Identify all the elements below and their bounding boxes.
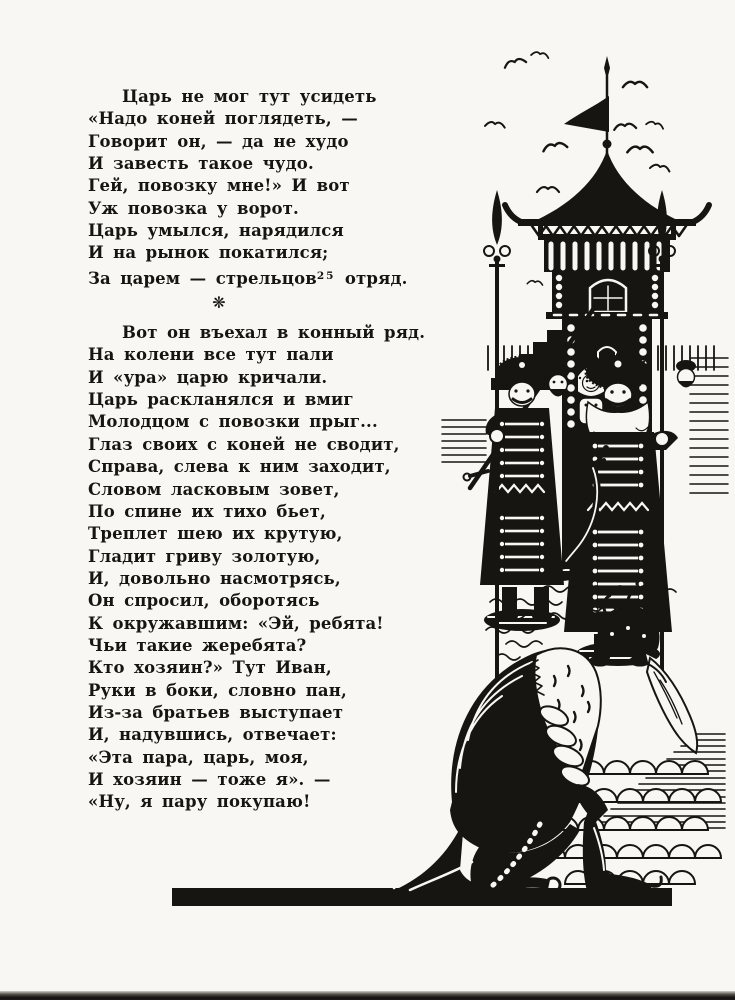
poem-line: К окружавшим: «Эй, ребята! [88, 613, 384, 633]
poem-line: «Надо коней поглядеть, — [88, 109, 358, 129]
shore-hatching [590, 734, 725, 828]
tower-flag-spire [564, 56, 612, 154]
strelets-guard-left [464, 357, 565, 621]
poem-line: И, надувшись, отвечает: [88, 725, 337, 745]
poem-line: Из-за братьев выступает [88, 702, 344, 722]
poem-line: По спине их тихо бьет, [88, 501, 326, 521]
poem-line: Он спросил, оборотясь [88, 591, 320, 611]
poem-line-part: За царем — стрельцов [88, 268, 317, 288]
poem-line: Глаз своих с коней не сводит, [88, 434, 400, 454]
stanza-divider-ornament: ❋ [212, 293, 226, 313]
poem-line: Гей, повозку мне!» И вот [88, 176, 350, 196]
poem-line: И хозяин — тоже я». — [88, 769, 331, 789]
footnote-marker: 25 [316, 269, 336, 282]
poem-line: Царь не мог тут усидеть [122, 87, 377, 106]
poem-line: На колени все тут пали [88, 345, 334, 365]
poem-line: И на рынок покатился; [88, 243, 329, 263]
poem-line: Молодцом с повозки прыг... [88, 412, 378, 432]
poem-line: И «ура» царю кричали. [88, 367, 328, 387]
poem-line: Царь раскланялся и вмиг [88, 390, 354, 410]
poem-line: Чьи такие жеребята? [88, 635, 307, 655]
poem-line: Вот он въехал в конный ряд. [122, 323, 426, 343]
woodcut-illustration [150, 40, 735, 920]
tower-roof [505, 150, 709, 236]
poem-line: Уж повозка у ворот. [88, 198, 299, 218]
page-bottom-edge [0, 991, 735, 1000]
poem-line: И завесть такое чудо. [88, 154, 314, 174]
poem-line: «Ну, я пару покупаю! [88, 792, 311, 812]
poem-line: Гладит гриву золотую, [88, 546, 321, 566]
poem-line: И, довольно насмотрясь, [88, 568, 341, 588]
poem-line: Говорит он, — да не худо [88, 131, 349, 151]
poem-line-part: отряд. [335, 268, 408, 288]
poem-line: Кто хозяин?» Тут Иван, [88, 658, 332, 678]
poem-line: Треплет шею их крутую, [88, 524, 343, 544]
poem-line: Руки в боки, словно пан, [88, 680, 347, 700]
tsar-beard [647, 658, 697, 753]
poem-line: Царь умылся, нарядился [88, 221, 344, 241]
poem-line: «Эта пара, царь, моя, [88, 747, 309, 767]
poem-line: Справа, слева к ним заходит, [88, 457, 391, 477]
poem-line: Словом ласковым зовет, [88, 479, 340, 499]
